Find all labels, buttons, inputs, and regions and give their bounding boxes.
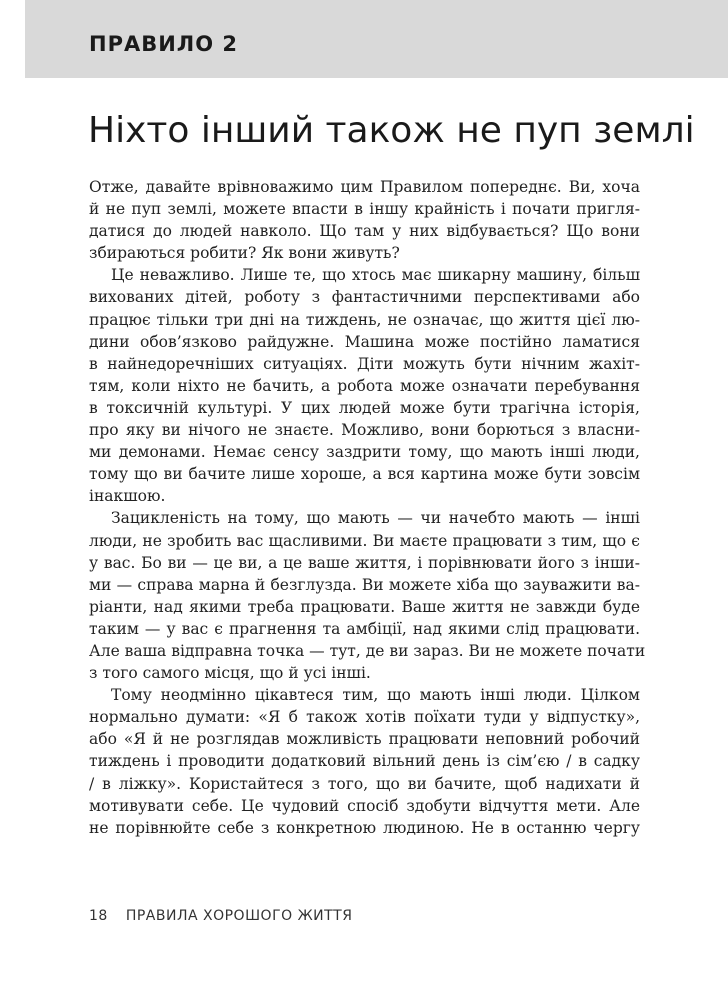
text-line: Зацикленість на тому, що мають — чи начебто мають — інші bbox=[111, 509, 640, 528]
text-line: датися до людей навколо. Що там у них відбувається? Що вони bbox=[89, 222, 640, 241]
text-line: люди, не зробить вас щасливими. Ви маєте працювати з тим, що є bbox=[89, 531, 640, 550]
text-line: мотивувати себе. Це чудовий спосіб здобути відчуття мети. Але bbox=[89, 796, 640, 815]
text-line: тому що ви бачите лише хороше, а вся картина може бути зовсім bbox=[89, 465, 640, 484]
text-line: таким — у вас є прагнення та амбіції, над якими слід працювати. bbox=[89, 619, 640, 638]
text-line: Це неважливо. Лише те, що хтось має шикарну машину, більш bbox=[111, 266, 640, 285]
text-line: тям, коли ніхто не бачить, а робота може означати перебування bbox=[89, 376, 640, 395]
text-line: / в ліжку». Користайтеся з того, що ви бачите, щоб надихати й bbox=[89, 774, 640, 793]
text-line: ріанти, над якими треба працювати. Ваше життя не завжди буде bbox=[89, 597, 640, 616]
text-line: або «Я й не розглядав можливість працювати неповний робочий bbox=[89, 730, 640, 749]
text-line: про яку ви нічого не знаєте. Можливо, вони борються з власни- bbox=[89, 421, 640, 440]
text-line: інакшою. bbox=[89, 487, 166, 506]
body-text bbox=[89, 176, 646, 839]
text-line: збираються робити? Як вони живуть? bbox=[89, 244, 400, 263]
text-line: тиждень і проводити додатковий вільний день із сім’єю / в садку bbox=[89, 752, 640, 771]
text-line: й не пуп землі, можете впасти в іншу крайність і почати пригля- bbox=[89, 200, 640, 219]
text-line: не порівнюйте себе з конкретною людиною. Не в останню чергу bbox=[89, 818, 640, 837]
text-line: нормально думати: «Я б також хотів поїхати туди у відпустку», bbox=[89, 708, 640, 727]
text-line: Але ваша відправна точка — тут, де ви зараз. Ви не можете почати bbox=[89, 641, 646, 660]
running-title: ПРАВИЛА ХОРОШОГО ЖИТТЯ bbox=[125, 908, 353, 924]
text-line: з того самого місця, що й усі інші. bbox=[89, 664, 371, 683]
page-number: 18 bbox=[89, 908, 108, 924]
text-line: в токсичній культурі. У цих людей може бути трагічна історія, bbox=[89, 398, 640, 417]
text-line: Отже, давайте врівноважимо цим Правилом попереднє. Ви, хоча bbox=[89, 178, 640, 196]
page-footer bbox=[89, 908, 352, 924]
page-title: Ніхто інший також не пуп землі bbox=[88, 110, 695, 151]
text-line: ми демонами. Немає сенсу заздрити тому, що мають інші люди, bbox=[89, 443, 640, 462]
text-line: дини обов’язково райдужне. Машина може постійно ламатися bbox=[89, 332, 640, 351]
text-line: ми — справа марна й безглузда. Ви можете хіба що зауважити ва- bbox=[89, 575, 640, 594]
chapter-label: ПРАВИЛО 2 bbox=[89, 32, 239, 56]
text-line: вихованих дітей, роботу з фантастичними перспективами або bbox=[89, 288, 640, 307]
text-line: у вас. Бо ви — це ви, а це ваше життя, і порівнювати його з інши- bbox=[89, 553, 640, 572]
text-line: в найнедоречніших ситуаціях. Діти можуть бути нічним жахіт- bbox=[89, 354, 640, 373]
text-line: Тому неодмінно цікавтеся тим, що мають інші люди. Цілком bbox=[111, 686, 640, 705]
text-line: працює тільки три дні на тиждень, не означає, що життя цієї лю- bbox=[89, 310, 640, 329]
